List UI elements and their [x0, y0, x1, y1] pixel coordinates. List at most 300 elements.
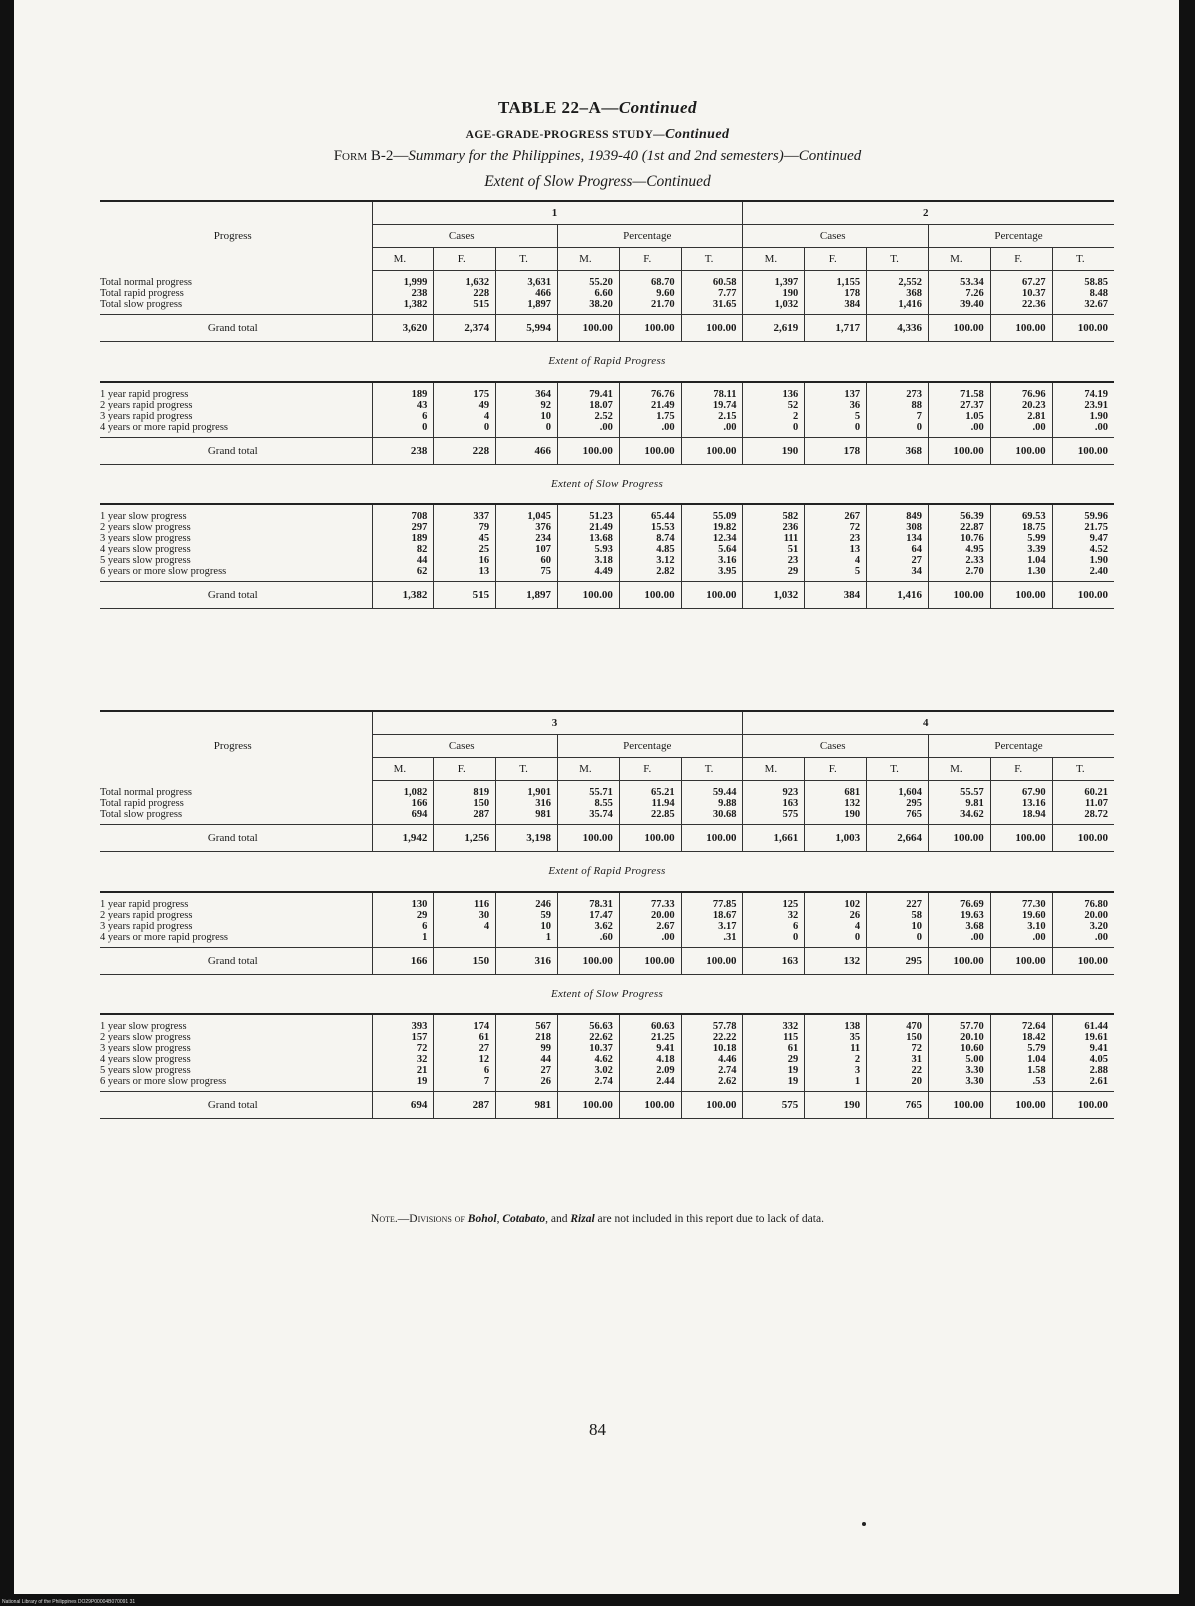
sex-header-m: M.: [928, 758, 990, 781]
value-cell: 19.60: [1021, 909, 1046, 921]
value-cell: 6.60: [594, 288, 613, 299]
value-cell: 72: [911, 1043, 922, 1054]
value-cell: .00: [970, 931, 984, 943]
value-cell: 57.70: [960, 1021, 984, 1032]
value-column: [805, 892, 867, 948]
grand-total-value: 100.00: [619, 315, 681, 342]
value-cell: 384: [844, 299, 861, 310]
value-cell: 3.17: [718, 920, 737, 932]
value-cell: 32: [787, 909, 799, 921]
group-number-1: 1: [372, 201, 743, 225]
value-cell: 3.18: [594, 555, 613, 566]
value-cell: 132: [844, 798, 861, 809]
grand-total-value: 1,717: [805, 315, 867, 342]
value-cell: 4.85: [656, 544, 675, 555]
grand-total-value: 100.00: [928, 582, 990, 609]
value-cell: 189: [411, 533, 428, 544]
value-cell: 13.16: [1021, 798, 1046, 809]
value-cell: 1.04: [1027, 555, 1046, 566]
grand-total-label: Grand total: [100, 315, 372, 342]
value-cell: 1: [854, 1076, 861, 1087]
value-cell: 130: [411, 898, 428, 910]
value-cell: 0: [854, 421, 861, 433]
value-cell: 18.42: [1021, 1032, 1046, 1043]
sex-header-t: T.: [867, 248, 929, 271]
value-column: [990, 781, 1052, 825]
grand-total-value: 1,382: [372, 582, 434, 609]
value-cell: 1.90: [1089, 410, 1108, 422]
value-cell: 9.41: [1089, 1043, 1108, 1054]
value-cell: 35: [849, 1032, 861, 1043]
value-cell: 20.00: [651, 909, 675, 921]
value-cell: 3,631: [527, 277, 551, 288]
value-cell: 227: [906, 898, 922, 910]
grand-total-value: 1,897: [496, 582, 558, 609]
value-cell: 51.23: [589, 511, 613, 522]
value-column: [619, 892, 681, 948]
progress-header: Progress: [100, 711, 372, 781]
value-cell: 4.05: [1089, 1054, 1108, 1065]
value-cell: 60.21: [1084, 787, 1108, 798]
value-cell: 30: [478, 909, 490, 921]
value-column: [867, 781, 929, 825]
value-cell: 218: [535, 1032, 551, 1043]
value-cell: 0: [793, 421, 799, 433]
sex-header-m: M.: [557, 248, 619, 271]
value-column: [743, 504, 805, 582]
value-cell: 6: [793, 920, 799, 932]
scan-edge-left: [0, 0, 14, 1606]
value-cell: 36: [849, 399, 861, 411]
summary-row-labels: [100, 271, 372, 315]
value-cell: 20: [911, 1076, 922, 1087]
sex-header-t: T.: [1052, 758, 1114, 781]
value-cell: 10: [540, 920, 551, 932]
row-label: 6 years or more slow progress: [100, 1076, 227, 1087]
value-cell: 0: [916, 931, 922, 943]
value-cell: 9.60: [656, 288, 675, 299]
value-cell: 31.65: [712, 299, 737, 310]
value-cell: 236: [782, 522, 799, 533]
value-cell: 62: [416, 566, 428, 577]
scan-credit: National Library of the Philippines DO29P00004B070091 31: [2, 1599, 136, 1605]
value-cell: 7.26: [965, 288, 984, 299]
value-column: [867, 271, 929, 315]
value-column: [867, 504, 929, 582]
value-cell: 72: [416, 1043, 428, 1054]
value-cell: 29: [416, 909, 428, 921]
extent-line-text: Extent of Slow Progress—Continued: [484, 173, 711, 190]
grand-total-value: 3,198: [496, 825, 558, 852]
cases-header: Cases: [743, 735, 928, 758]
value-column: [496, 781, 558, 825]
value-cell: 44: [540, 1054, 551, 1065]
value-cell: 2.09: [656, 1065, 675, 1076]
value-column: [496, 271, 558, 315]
value-cell: 10.37: [589, 1043, 613, 1054]
value-cell: 8.55: [594, 798, 613, 809]
value-column: [434, 504, 496, 582]
sex-header-f: F.: [619, 248, 681, 271]
value-column: [928, 781, 990, 825]
value-cell: 150: [906, 1032, 922, 1043]
value-column: [990, 382, 1052, 438]
value-cell: 1,897: [527, 299, 551, 310]
value-cell: 77.30: [1021, 898, 1046, 910]
note-division-1: Bohol: [467, 1213, 497, 1225]
value-cell: 19.74: [712, 399, 737, 411]
grand-total-value: 100.00: [1052, 825, 1114, 852]
value-cell: 18.07: [589, 399, 613, 411]
value-cell: 2.15: [718, 410, 737, 422]
row-label: Total rapid progress: [100, 287, 184, 299]
value-cell: 1.05: [965, 410, 984, 422]
data-table-block-1: [100, 200, 1114, 609]
value-cell: 10: [911, 920, 922, 932]
value-column: [805, 382, 867, 438]
value-column: [1052, 892, 1114, 948]
value-cell: .31: [723, 931, 737, 943]
value-column: [867, 892, 929, 948]
value-cell: [434, 932, 489, 943]
group-number-2: 4: [743, 711, 1114, 735]
value-cell: .00: [1094, 931, 1108, 943]
grand-total-value: 5,994: [496, 315, 558, 342]
value-cell: 23: [787, 555, 799, 566]
value-cell: 5: [854, 566, 861, 577]
value-cell: 10.76: [960, 533, 984, 544]
row-label: 5 years slow progress: [100, 555, 191, 566]
value-cell: .00: [661, 421, 675, 433]
value-cell: 69.53: [1021, 511, 1046, 522]
value-cell: 9.47: [1089, 533, 1108, 544]
value-column: [681, 781, 743, 825]
grand-total-value: 100.00: [681, 1092, 743, 1119]
value-cell: 1: [422, 931, 428, 943]
value-column: [805, 781, 867, 825]
group-number-row: [100, 711, 1114, 735]
scan-speck: [862, 1522, 866, 1526]
value-column: [867, 1014, 929, 1092]
value-column: [1052, 271, 1114, 315]
value-column: [990, 1014, 1052, 1092]
summary-data-row: [100, 781, 1114, 825]
value-cell: 4: [854, 920, 861, 932]
cases-header: Cases: [372, 735, 557, 758]
value-cell: 27: [478, 1043, 490, 1054]
value-cell: .53: [1032, 1076, 1046, 1087]
value-cell: 4.62: [594, 1054, 613, 1065]
grand-total-value: 100.00: [928, 437, 990, 464]
grand-total-label: Grand total: [100, 437, 372, 464]
grand-total-value: 100.00: [619, 1092, 681, 1119]
value-column: [619, 781, 681, 825]
row-label: 3 years rapid progress: [100, 920, 193, 932]
summary-data-row: [100, 271, 1114, 315]
value-column: [928, 892, 990, 948]
grand-total-value: 466: [496, 437, 558, 464]
value-cell: 9.88: [718, 798, 737, 809]
note-prefix: Note.—Divisions of: [371, 1213, 465, 1225]
value-cell: 58: [911, 909, 922, 921]
value-cell: 22.62: [589, 1032, 613, 1043]
value-cell: 364: [535, 388, 551, 400]
sex-header-t: T.: [681, 248, 743, 271]
value-cell: 56.63: [589, 1021, 613, 1032]
row-label: 3 years rapid progress: [100, 410, 193, 422]
value-cell: 5.00: [965, 1054, 984, 1065]
value-cell: 67.27: [1021, 277, 1046, 288]
value-cell: 26: [540, 1076, 551, 1087]
value-cell: 332: [782, 1021, 799, 1032]
value-cell: 27: [911, 555, 922, 566]
value-cell: 16: [478, 555, 490, 566]
sex-header-m: M.: [372, 248, 434, 271]
slow-data-row: [100, 504, 1114, 582]
value-cell: 316: [535, 798, 551, 809]
value-column: [557, 504, 619, 582]
value-column: [557, 781, 619, 825]
value-cell: 43: [416, 399, 428, 411]
value-cell: 34: [911, 566, 922, 577]
sex-header-m: M.: [743, 248, 805, 271]
summary-row-labels: [100, 781, 372, 825]
value-cell: 44: [416, 555, 428, 566]
row-label: Total rapid progress: [100, 797, 184, 809]
value-cell: 71.58: [960, 388, 984, 400]
value-cell: 18.75: [1021, 522, 1046, 533]
value-cell: 849: [906, 511, 922, 522]
sex-header-f: F.: [434, 758, 496, 781]
grand-total-value: 1,256: [434, 825, 496, 852]
grand-total-value: 163: [743, 947, 805, 974]
grand-total-value: 228: [434, 437, 496, 464]
form-line: Form B-2—Summary for the Philippines, 1939-40 (1st and 2nd semesters)—Continued: [333, 148, 862, 164]
value-cell: 0: [854, 931, 861, 943]
section-title-row: [100, 852, 1114, 892]
progress-table: [100, 710, 1114, 1119]
value-cell: 10.18: [712, 1043, 737, 1054]
value-cell: 694: [411, 809, 428, 820]
grand-total-value: 100.00: [557, 825, 619, 852]
value-cell: 125: [782, 898, 799, 910]
value-cell: 116: [473, 898, 490, 910]
value-cell: 189: [411, 388, 428, 400]
value-cell: 138: [844, 1021, 861, 1032]
value-cell: 49: [478, 399, 490, 411]
value-cell: 11: [850, 1043, 861, 1054]
row-label: 4 years slow progress: [100, 1054, 191, 1065]
value-cell: .00: [970, 421, 984, 433]
percentage-header: Percentage: [928, 735, 1114, 758]
value-cell: 9.81: [965, 798, 984, 809]
rapid-grand-total-row: [100, 437, 1114, 464]
value-cell: 60: [540, 555, 551, 566]
value-cell: 55.09: [712, 511, 737, 522]
value-cell: 107: [535, 544, 551, 555]
value-cell: 3.30: [965, 1065, 984, 1076]
row-label: Total normal progress: [100, 276, 192, 288]
value-cell: 1,901: [527, 787, 551, 798]
value-cell: 3.39: [1027, 544, 1046, 555]
value-cell: 30.68: [712, 809, 737, 820]
value-cell: 25: [478, 544, 490, 555]
grand-total-label: Grand total: [100, 947, 372, 974]
value-cell: 4.49: [594, 566, 613, 577]
value-cell: 1,382: [403, 299, 428, 310]
value-cell: 60.58: [712, 277, 737, 288]
value-cell: 27: [540, 1065, 551, 1076]
value-cell: 2,552: [898, 277, 922, 288]
value-cell: 4: [854, 555, 861, 566]
value-cell: 1.58: [1027, 1065, 1046, 1076]
value-cell: 55.20: [589, 277, 613, 288]
grand-total-value: 515: [434, 582, 496, 609]
value-cell: 134: [906, 533, 922, 544]
percentage-header: Percentage: [557, 225, 742, 248]
grand-total-value: 100.00: [557, 315, 619, 342]
grand-total-value: 368: [867, 437, 929, 464]
value-cell: 31: [911, 1054, 922, 1065]
value-cell: 64: [911, 544, 922, 555]
value-cell: 190: [844, 809, 861, 820]
value-cell: 0: [793, 931, 799, 943]
value-column: [681, 1014, 743, 1092]
grand-total-value: 100.00: [681, 437, 743, 464]
study-subtitle-suffix: Continued: [665, 127, 730, 142]
value-cell: 4.52: [1089, 544, 1108, 555]
value-cell: 10: [540, 410, 551, 422]
grand-total-value: 100.00: [990, 825, 1052, 852]
section-title-rapid: Extent of Rapid Progress: [548, 355, 666, 368]
value-cell: 0: [916, 421, 922, 433]
sex-header-t: T.: [681, 758, 743, 781]
value-cell: 23.91: [1084, 399, 1108, 411]
value-cell: 5.64: [718, 544, 737, 555]
value-cell: 10.37: [1021, 288, 1046, 299]
value-cell: 65.44: [651, 511, 675, 522]
value-cell: 38.20: [589, 299, 613, 310]
value-cell: 1,155: [836, 277, 861, 288]
value-cell: 19: [787, 1076, 799, 1087]
sex-header-f: F.: [434, 248, 496, 271]
percentage-header: Percentage: [928, 225, 1114, 248]
value-cell: 4.95: [965, 544, 984, 555]
row-label: 2 years slow progress: [100, 1032, 191, 1043]
value-cell: 56.39: [960, 511, 984, 522]
value-cell: 466: [535, 288, 551, 299]
value-column: [619, 271, 681, 315]
value-cell: 21.25: [651, 1032, 675, 1043]
value-column: [496, 892, 558, 948]
sex-header-f: F.: [619, 758, 681, 781]
row-label: Total normal progress: [100, 786, 192, 798]
section-title-row: [100, 464, 1114, 504]
value-column: [867, 382, 929, 438]
value-column: [805, 504, 867, 582]
group-number-row: [100, 201, 1114, 225]
section-title-row: [100, 342, 1114, 382]
value-cell: 150: [473, 798, 490, 809]
value-cell: 2.82: [656, 566, 675, 577]
value-column: [619, 1014, 681, 1092]
value-cell: 1.04: [1027, 1054, 1046, 1065]
table-title: TABLE 22–A—Continued: [497, 98, 698, 117]
value-cell: 136: [782, 388, 799, 400]
grand-total-value: 100.00: [681, 825, 743, 852]
value-cell: 20.23: [1021, 399, 1046, 411]
value-cell: 1,032: [774, 299, 799, 310]
value-cell: 1.75: [656, 410, 675, 422]
value-cell: 2.61: [1089, 1076, 1108, 1087]
value-cell: 35.74: [589, 809, 613, 820]
value-cell: 228: [473, 288, 490, 299]
sex-header-f: F.: [805, 248, 867, 271]
grand-total-value: 100.00: [990, 582, 1052, 609]
value-cell: 20.00: [1084, 909, 1108, 921]
value-cell: 582: [782, 511, 799, 522]
grand-total-value: 132: [805, 947, 867, 974]
value-cell: 10.60: [960, 1043, 984, 1054]
value-cell: 59: [540, 909, 551, 921]
value-cell: 0: [483, 421, 490, 433]
sex-header-f: F.: [990, 758, 1052, 781]
value-cell: 22.36: [1021, 299, 1046, 310]
rapid-data-row: [100, 382, 1114, 438]
value-cell: 295: [906, 798, 922, 809]
value-cell: 1.90: [1089, 555, 1108, 566]
group-number-1: 3: [372, 711, 743, 735]
grand-total-value: 150: [434, 947, 496, 974]
value-cell: 4: [483, 410, 490, 422]
value-cell: 4.18: [656, 1054, 675, 1065]
row-label: 6 years or more slow progress: [100, 566, 227, 577]
grand-total-value: 166: [372, 947, 434, 974]
value-cell: 7.77: [718, 288, 737, 299]
value-cell: 308: [906, 522, 922, 533]
sex-header-m: M.: [928, 248, 990, 271]
value-cell: 1.30: [1027, 566, 1046, 577]
value-cell: 12.34: [712, 533, 737, 544]
value-cell: 376: [535, 522, 551, 533]
value-cell: 51: [787, 544, 799, 555]
value-column: [681, 504, 743, 582]
value-cell: 19: [416, 1076, 428, 1087]
value-column: [681, 382, 743, 438]
value-cell: 708: [411, 511, 428, 522]
value-cell: 1,999: [403, 277, 428, 288]
value-cell: 178: [844, 288, 861, 299]
grand-total-value: 765: [867, 1092, 929, 1119]
value-cell: 13: [478, 566, 490, 577]
value-column: [557, 382, 619, 438]
section-title-slow: Extent of Slow Progress: [550, 987, 664, 1000]
value-cell: 15.53: [651, 522, 675, 533]
note-division-3: Rizal: [570, 1213, 595, 1225]
value-cell: 68.70: [651, 277, 675, 288]
sex-header-m: M.: [557, 758, 619, 781]
sex-header-m: M.: [743, 758, 805, 781]
value-cell: 61: [478, 1032, 490, 1043]
value-cell: 21.49: [589, 522, 613, 533]
sex-header-t: T.: [1052, 248, 1114, 271]
row-label: 2 years rapid progress: [100, 399, 193, 411]
value-cell: 175: [473, 388, 490, 400]
note-suffix: are not included in this report due to lack of data.: [597, 1213, 824, 1225]
value-cell: 21.70: [651, 299, 675, 310]
value-column: [743, 892, 805, 948]
row-label: 4 years slow progress: [100, 544, 191, 555]
